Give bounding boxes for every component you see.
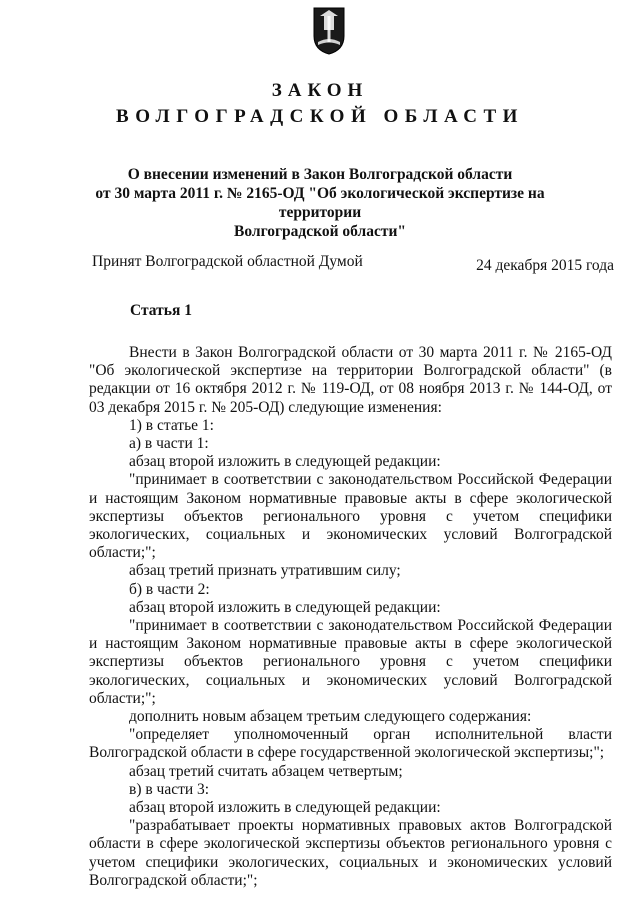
paragraph: "определяет уполномоченный орган исполнительной власти Волгоградской области в сфере государственной экологической экспертизы;"; <box>89 726 612 762</box>
article-body <box>89 344 612 890</box>
subtitle-line: Волгоградской области" <box>234 223 406 240</box>
adoption-date: 24 декабря 2015 года <box>476 257 614 274</box>
paragraph: абзац второй изложить в следующей редакции: <box>129 598 441 616</box>
law-title: ЗАКОН <box>271 80 369 101</box>
paragraph: Внести в Закон Волгоградской области от 30 марта 2011 г. № 2165-ОД "Об экологической экспертизе на территории Волгоградской области" (в редакции от 16 октября 2012 г. № 119-ОД, от 08 ноября 2013 г. № 144-ОД, от 03 декабря 2015 г. № 205-ОД) следующие изменения: <box>89 344 612 416</box>
article-heading: Статья 1 <box>130 302 192 319</box>
law-subtitle <box>60 165 580 241</box>
paragraph: в) в части 3: <box>129 780 210 798</box>
subtitle-line: О внесении изменений в Закон Волгоградской области <box>127 166 513 183</box>
paragraph: абзац второй изложить в следующей редакции: <box>129 453 441 471</box>
subtitle-line: от 30 марта 2011 г. № 2165-ОД "Об экологической экспертизе на территории <box>95 185 545 221</box>
paragraph: "принимает в соответствии с законодательством Российской Федерации и настоящим Законом нормативные правовые акты в сфере экологической экспертизы объектов регионального уровня с учетом специфики экологических, социальных и экономических условий Волгоградской области;"; <box>89 617 612 707</box>
coat-of-arms-icon <box>312 6 346 56</box>
paragraph: дополнить новым абзацем третьим следующего содержания: <box>129 708 532 726</box>
paragraph: абзац второй изложить в следующей редакции: <box>129 799 441 817</box>
paragraph: б) в части 2: <box>129 580 210 598</box>
accepted-by: Принят Волгоградской областной Думой <box>92 253 363 270</box>
paragraph: "разрабатывает проекты нормативных правовых актов Волгоградской области в сфере экологической экспертизы объектов регионального уровня с учетом специфики экологических, социальных и экономических условий Волгоградской области;"; <box>89 817 612 889</box>
paragraph: 1) в статье 1: <box>129 416 214 434</box>
region-title: ВОЛГОГРАДСКОЙ ОБЛАСТИ <box>116 106 524 127</box>
paragraph: "принимает в соответствии с законодательством Российской Федерации и настоящим Законом нормативные правовые акты в сфере экологической экспертизы объектов регионального уровня с учетом специфики экологических, социальных и экономических условий Волгоградской области;"; <box>89 471 612 562</box>
paragraph: абзац третий признать утратившим силу; <box>129 562 401 580</box>
paragraph: а) в части 1: <box>129 435 209 453</box>
paragraph: абзац третий считать абзацем четвертым; <box>129 762 403 780</box>
